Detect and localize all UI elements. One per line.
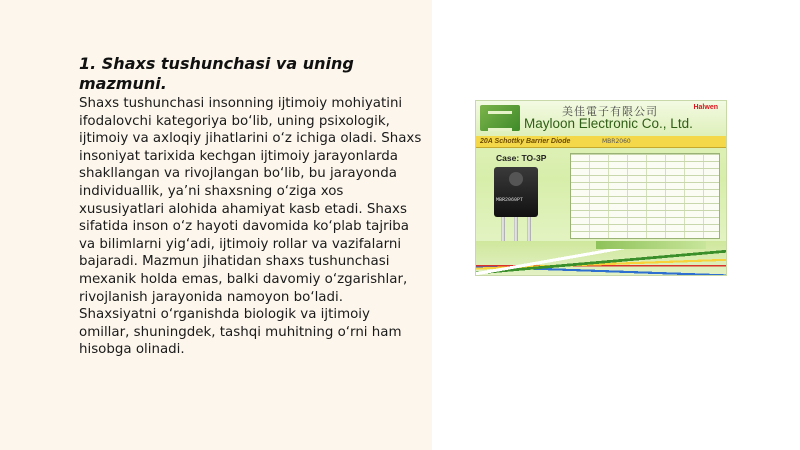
company-cjk-name: 美佳電子有限公司 (562, 105, 658, 118)
chip-marking: MBR2060PT (496, 197, 524, 203)
slide-title: 1. Shaxs tushunchasi va uning mazmuni. (79, 54, 354, 93)
company-logo (480, 105, 520, 131)
spec-table-image (570, 153, 720, 239)
slide-body-text: Shaxs tushunchasi insonning ijtimoiy mohiyatini ifodalovchi kategoriya bo‘lib, uning psixologik, ijtimoiy va axloqiy jihatlarini o‘z ichiga oladi. Shaxs insoniyat tarixida kechgan ijtimoiy jarayonlarda shakllangan va rivojlangan bo‘lib, bu jarayonda individuallik, ya’ni shaxsning o‘ziga xos xususiyatlari alohida ahamiyat kasb etadi. Shaxs sifatida inson o‘z hayoti davomida ko‘plab tajriba va bilimlarni yig‘adi, ijtimoiy rollar va vazifalarni bajaradi. Mazmun jihatidan shaxs tushunchasi mexanik holda emas, balki davomiy o‘zgarishlar, rivojlanish jarayonida namoyon bo‘ladi. Shaxsiyatni o‘rganishda biologik va ijtimoiy omillar, shuningdek, tashqi muhitning o‘rni ham hisobga olinadi. (79, 96, 422, 358)
company-name: Mayloon Electronic Co., Ltd. (524, 116, 693, 131)
product-name: 20A Schottky Barrier Diode (480, 138, 571, 145)
product-image-header (476, 101, 726, 135)
brand-badge: Halwen (693, 104, 718, 111)
product-image (475, 100, 727, 276)
case-label: Case: TO-3P (496, 153, 547, 163)
product-code: MBR2060 (602, 138, 631, 145)
diode-chip-image (494, 167, 538, 217)
decorative-wave-footer (476, 241, 726, 275)
footer-bar (596, 241, 706, 249)
